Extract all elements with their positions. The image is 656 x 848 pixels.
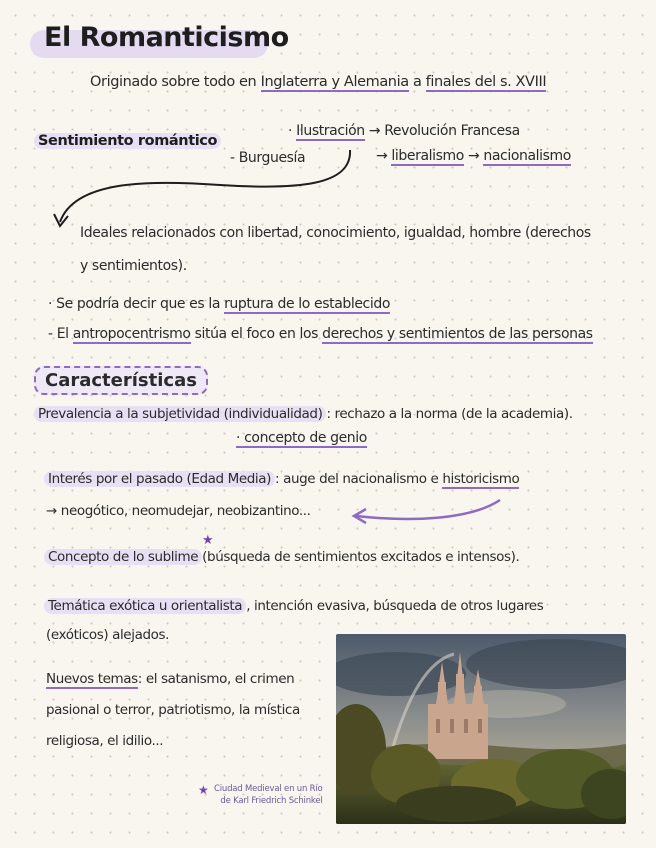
origin-mid: a — [412, 74, 422, 90]
bullet: · — [288, 123, 293, 139]
painting-caption — [214, 783, 323, 807]
painting-image — [336, 634, 626, 824]
antropo-prefix: - El — [48, 326, 69, 342]
subjetividad-emph: Prevalencia a la subjetividad (individualidad) — [34, 406, 326, 422]
genio-label: · concepto de genio — [236, 430, 367, 446]
temas-emph: Nuevos temas — [46, 671, 138, 687]
ruptura-emph: ruptura de lo establecido — [224, 296, 391, 312]
antropo-emph2: derechos y sentimientos de las personas — [322, 326, 593, 342]
sentimiento-heading: Sentimiento romántico — [34, 133, 221, 149]
sublime-line — [44, 549, 519, 565]
historicismo-label: historicismo — [442, 471, 520, 487]
nacionalismo-label: nacionalismo — [483, 148, 571, 164]
temas-line1 — [46, 671, 294, 687]
star-icon: ★ — [202, 533, 214, 548]
ideales-line2: y sentimientos). — [80, 258, 187, 274]
origin-date: finales del s. XVIII — [425, 74, 547, 90]
exotica-line1 — [44, 598, 543, 614]
exotica-emph: Temática exótica u orientalista — [44, 598, 246, 614]
ruptura-line — [48, 296, 390, 312]
subjetividad-line — [34, 406, 573, 422]
temas-line3: religiosa, el idilio... — [46, 733, 164, 749]
revolucion-label: → Revolución Francesa — [368, 123, 520, 139]
burguesia-label: - Burguesía — [230, 150, 306, 166]
pasado-line — [44, 471, 519, 487]
exotica-rest: , intención evasiva, búsqueda de otros lugares — [246, 598, 544, 614]
ruptura-prefix: · Se podría decir que es la — [48, 296, 221, 312]
sublime-rest: (búsqueda de sentimientos excitados e intensos). — [202, 549, 520, 565]
pasado-mid: : auge del nacionalismo e — [275, 471, 439, 487]
antropo-emph1: antropocentrismo — [72, 326, 191, 342]
neogotico-line: → neogótico, neomudejar, neobizantino... — [46, 503, 311, 519]
arrow: → — [376, 148, 388, 164]
caracteristicas-heading: Características — [34, 366, 208, 395]
page-title: El Romanticismo — [44, 22, 289, 53]
antropo-line — [48, 326, 593, 342]
origin-prefix: Originado sobre todo en — [90, 74, 257, 90]
pasado-emph: Interés por el pasado (Edad Media) — [44, 471, 275, 487]
temas-line2: pasional o terror, patriotismo, la mística — [46, 702, 300, 718]
sublime-emph: Concepto de lo sublime — [44, 549, 202, 565]
temas-rest: : el satanismo, el crimen — [137, 671, 295, 687]
caption-line1: Ciudad Medieval en un Río — [214, 784, 323, 794]
caption-star-icon: ★ — [198, 783, 209, 797]
exotica-line2: (exóticos) alejados. — [46, 627, 169, 643]
liberalismo-label: liberalismo — [391, 148, 464, 164]
subjetividad-rest: : rechazo a la norma (de la academia). — [326, 406, 573, 422]
ideales-line1: Ideales relacionados con libertad, conocimiento, igualdad, hombre (derechos — [80, 225, 591, 241]
caption-line2: de Karl Friedrich Schinkel — [220, 796, 323, 806]
origin-places: Inglaterra y Alemania — [260, 74, 409, 90]
antropo-mid: sitúa el foco en los — [194, 326, 319, 342]
ilustracion-label: Ilustración — [296, 123, 365, 139]
arrow: → — [467, 148, 480, 164]
genio-line — [236, 430, 367, 446]
